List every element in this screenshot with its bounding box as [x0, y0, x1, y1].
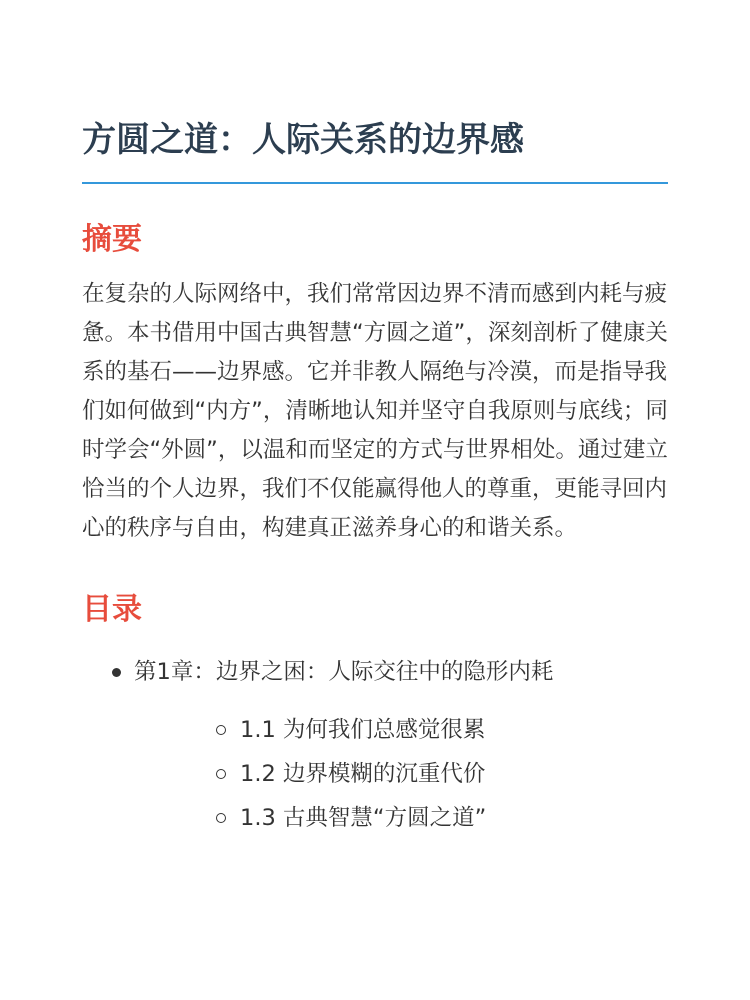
- table-of-contents: [82, 650, 668, 840]
- toc-chapter-label: 第1章：边界之困：人际交往中的隐形内耗: [134, 659, 554, 685]
- circle-bullet-icon: [216, 813, 226, 823]
- toc-section-list: [134, 708, 668, 840]
- toc-chapter-item[interactable]: [82, 650, 668, 840]
- toc-section-label: 1.2 边界模糊的沉重代价: [240, 761, 486, 787]
- toc-section-item[interactable]: [134, 708, 668, 752]
- toc-section-label: 1.3 古典智慧“方圆之道”: [240, 805, 487, 831]
- page-title: 方圆之道：人际关系的边界感: [82, 120, 524, 160]
- circle-bullet-icon: [216, 769, 226, 779]
- toc-section-item[interactable]: [134, 752, 668, 796]
- title-divider: [82, 182, 668, 184]
- toc-heading: 目录: [82, 592, 142, 627]
- abstract-paragraph: 在复杂的人际网络中，我们常常因边界不清而感到内耗与疲惫。本书借用中国古典智慧“方圆之道”，深刻剖析了健康关系的基石——边界感。它并非教人隔绝与冷漠，而是指导我们如何做到“内方”，清晰地认知并坚守自我原则与底线；同时学会“外圆”，以温和而坚定的方式与世界相处。通过建立恰当的个人边界，我们不仅能赢得他人的尊重，更能寻回内心的秩序与自由，构建真正滋养身心的和谐关系。: [82, 281, 668, 541]
- disc-bullet-icon: [112, 668, 121, 677]
- toc-section-label: 1.1 为何我们总感觉很累: [240, 717, 486, 743]
- toc-section-item[interactable]: [134, 796, 668, 840]
- abstract-heading: 摘要: [82, 222, 142, 257]
- circle-bullet-icon: [216, 725, 226, 735]
